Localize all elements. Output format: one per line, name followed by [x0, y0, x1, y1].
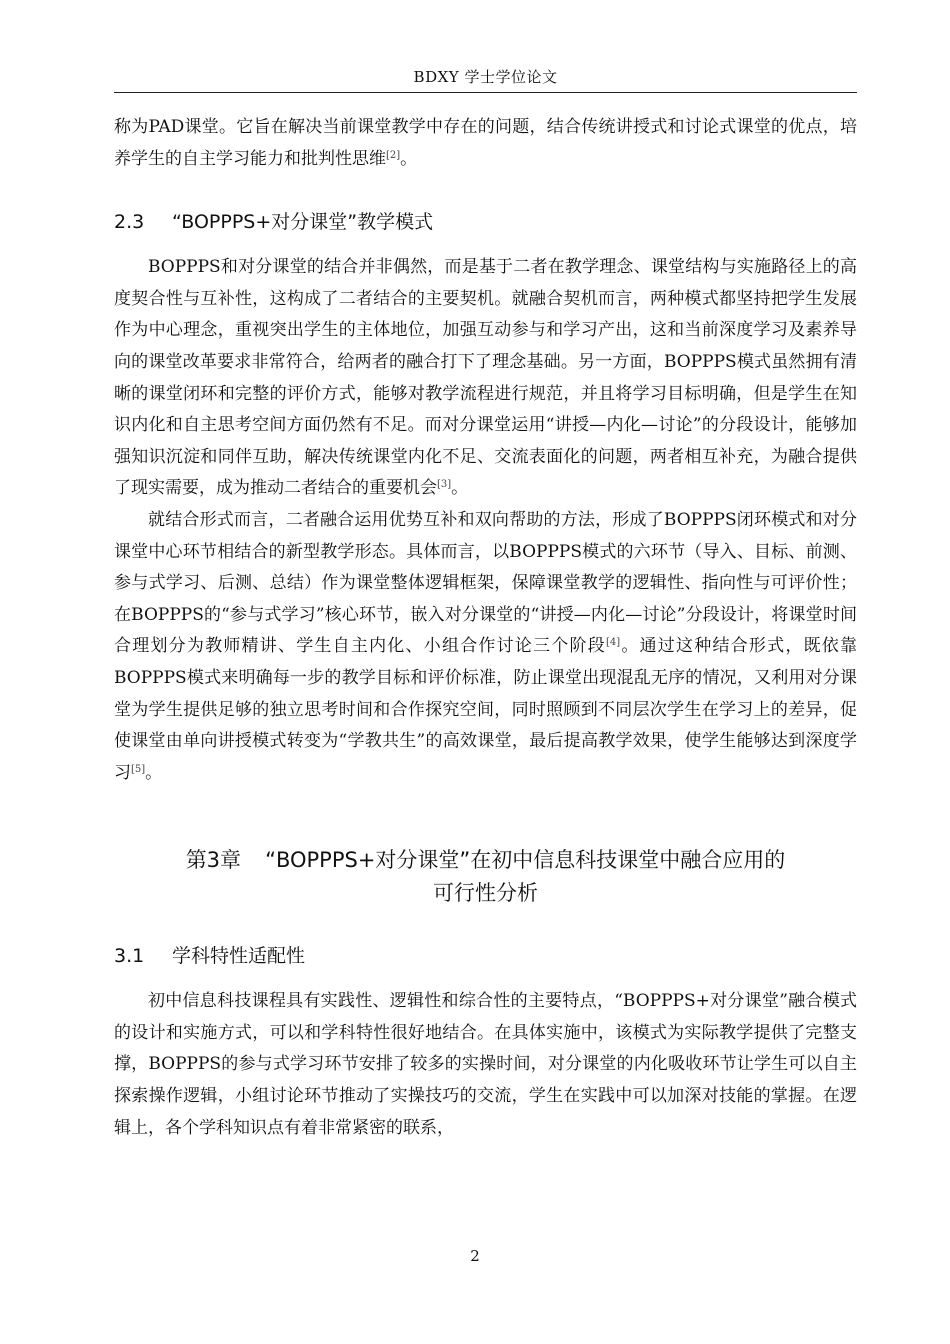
chapter-title-line1: “BOPPPS+对分课堂”在初中信息科技课堂中融合应用的: [265, 848, 786, 873]
page-content: [114, 112, 857, 1144]
chapter-number: 第3章: [185, 848, 242, 873]
page-number: 2: [470, 1247, 480, 1265]
citation: [5]: [131, 763, 146, 775]
paragraph-text: 称为PAD课堂。它旨在解决当前课堂教学中存在的问题，结合传统讲授式和讨论式课堂的优点，培养学生的自主学习能力和批判性思维: [114, 117, 857, 169]
section-title: “BOPPPS+对分课堂”教学模式: [172, 211, 434, 234]
section-heading-2-3: [114, 208, 857, 236]
paragraph: [114, 252, 857, 505]
paragraph-text: 就结合形式而言，二者融合运用优势互补和双向帮助的方法，形成了BOPPPS闭环模式和对分课堂中心环节相结合的新型教学形态。具体而言，以BOPPPS模式的六环节（导入、目标、前测、参与式学习、后测、总结）作为课堂整体逻辑框架，保障课堂教学的逻辑性、指向性与可评价性；在BOPPPS的“参与式学习”核心环节，嵌入对分课堂的“讲授—内化—讨论”分段设计，将课堂时间合理划分为教师精讲、学生自主内化、小组合作讨论三个阶段: [114, 509, 857, 657]
paragraph-text: 。通过这种结合形式，既依靠BOPPPS模式来明确每一步的教学目标和评价标准，防止课堂出现混乱无序的情况，又利用对分课堂为学生提供足够的独立思考时间和合作探究空间，同时照顾到不同层次学生在学习上的差异，促使课堂由单向讲授模式转变为“学教共生”的高效课堂，最后提高教学效果，使学生能够达到深度学习: [114, 636, 858, 783]
paragraph-continued: [114, 112, 857, 175]
paragraph-tail: 。: [145, 762, 163, 783]
section-heading-3-1: [114, 942, 857, 970]
citation: [2]: [386, 149, 401, 161]
citation: [3]: [437, 479, 452, 491]
chapter-heading: [114, 844, 857, 910]
citation: [4]: [605, 637, 621, 649]
chapter-title-line2: 可行性分析: [433, 881, 538, 906]
paragraph-text: 初中信息科技课程具有实践性、逻辑性和综合性的主要特点，“BOPPPS+对分课堂”融合模式的设计和实施方式，可以和学科特性很好地结合。在具体实施中，该模式为实际教学提供了完整支撑，BOPPPS的参与式学习环节安排了较多的实操时间，对分课堂的内化吸收环节让学生可以自主探索操作逻辑，小组讨论环节推动了实操技巧的交流，学生在实践中可以加深对技能的掌握。在逻辑上，各个学科知识点有着非常紧密的联系，: [114, 991, 857, 1138]
paragraph-tail: 。: [400, 148, 418, 169]
section-number: 3.1: [114, 945, 145, 968]
paragraph-tail: 。: [451, 478, 469, 499]
section-title: 学科特性适配性: [172, 945, 306, 968]
running-header: BDXY 学士学位论文: [114, 66, 857, 93]
paragraph: [114, 505, 857, 789]
section-number: 2.3: [114, 211, 145, 234]
paragraph-text: BOPPPS和对分课堂的结合并非偶然，而是基于二者在教学理念、课堂结构与实施路径上的高度契合性与互补性，这构成了二者结合的主要契机。就融合契机而言，两种模式都坚持把学生发展作为中心理念，重视突出学生的主体地位，加强互动参与和学习产出，这和当前深度学习及素养导向的课堂改革要求非常符合，给两者的融合打下了理念基础。另一方面，BOPPPS模式虽然拥有清晰的课堂闭环和完整的评价方式，能够对教学流程进行规范，并且将学习目标明确，但是学生在知识内化和自主思考空间方面仍然有不足。而对分课堂运用“讲授—内化—讨论”的分段设计，能够加强知识沉淀和同伴互助，解决传统课堂内化不足、交流表面化的问题，两者相互补充，为融合提供了现实需要，成为推动二者结合的重要机会: [114, 257, 857, 499]
paragraph: [114, 986, 857, 1144]
